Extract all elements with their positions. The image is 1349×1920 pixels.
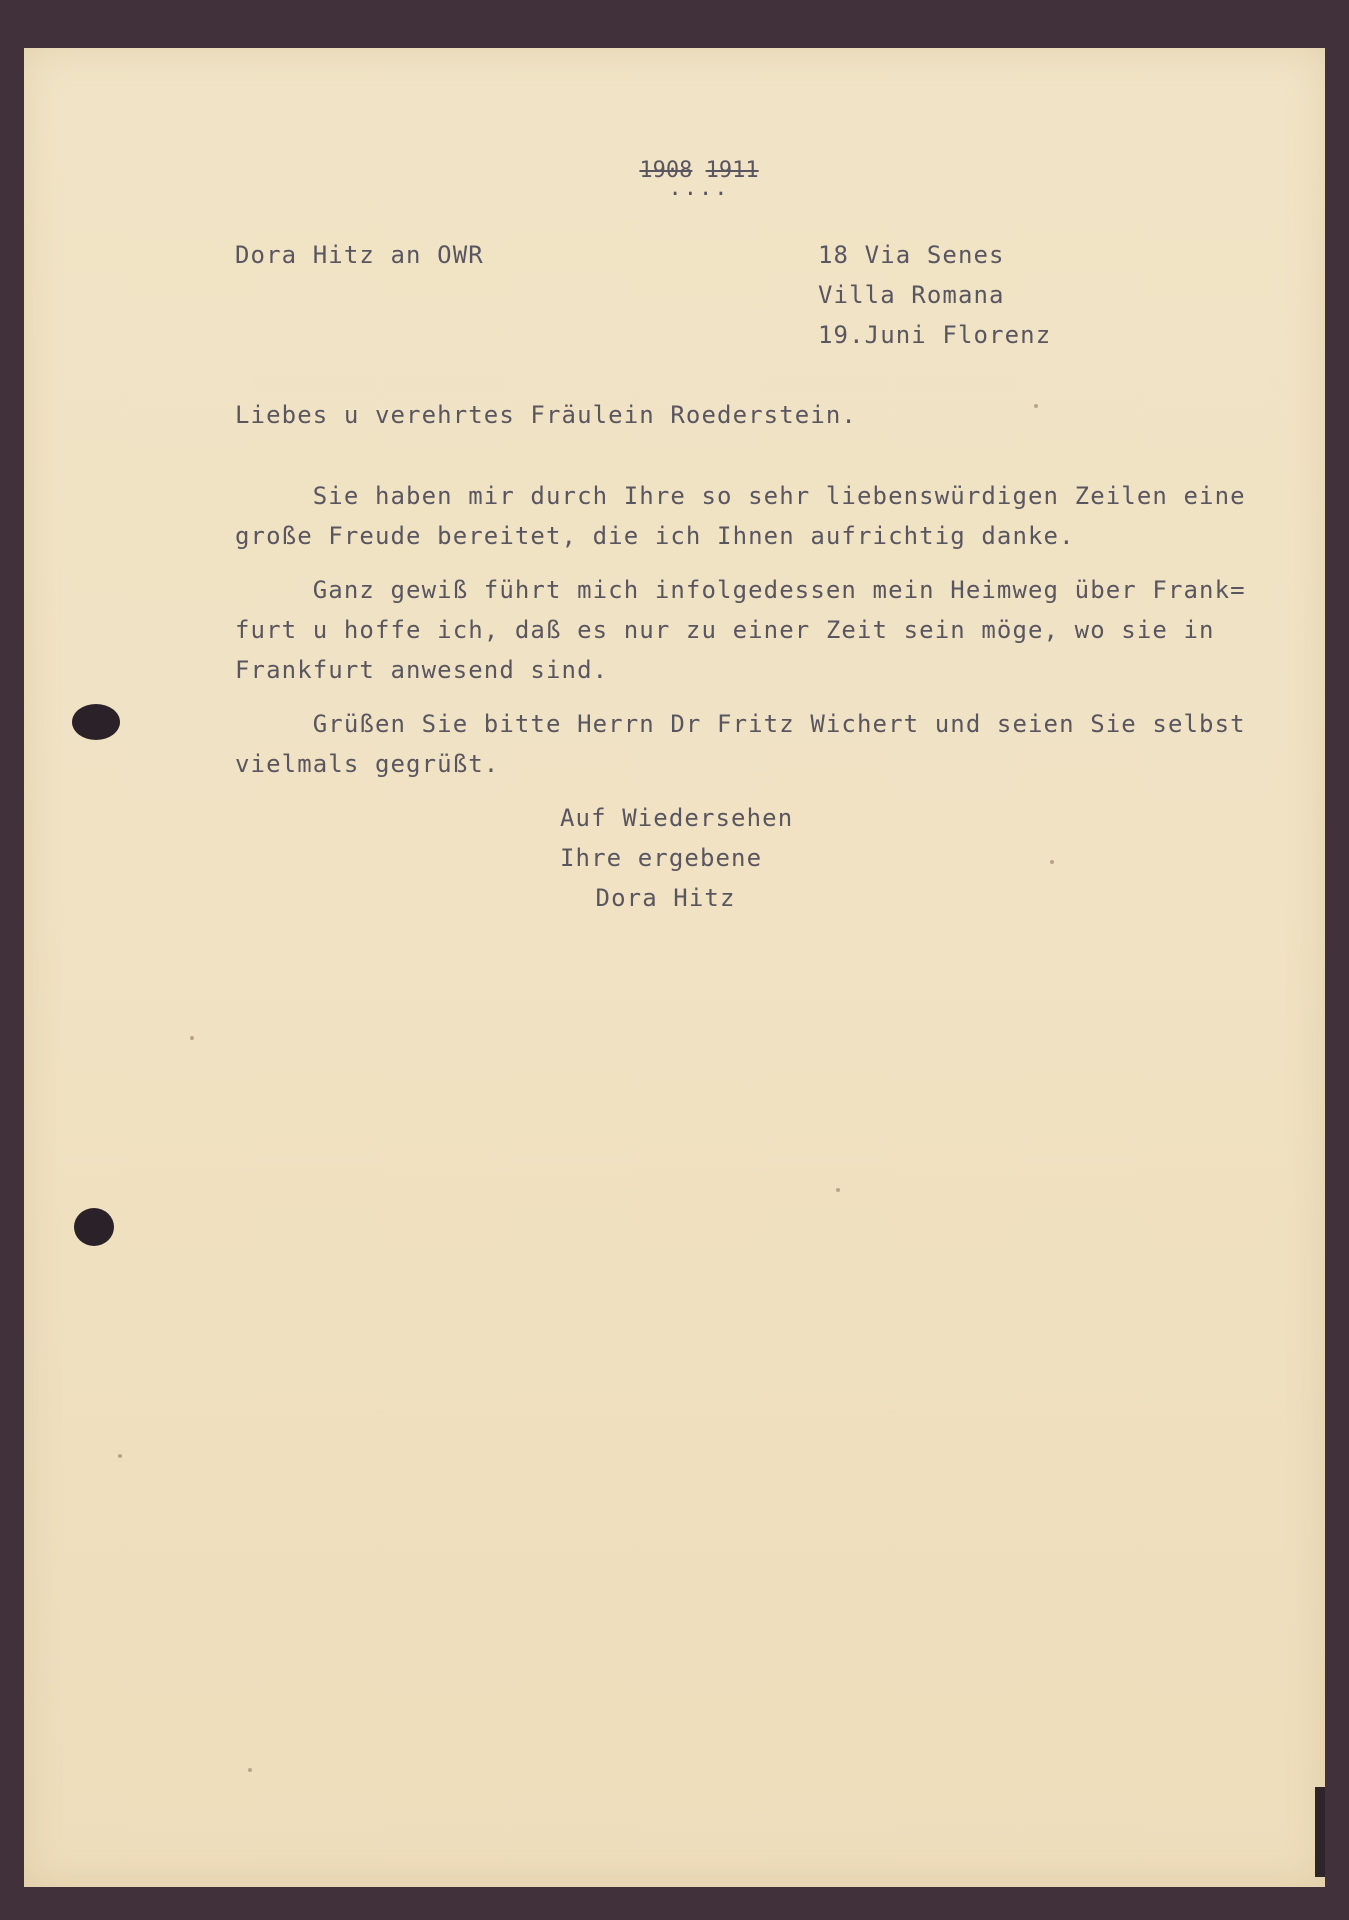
struck-year-1911: 1911: [705, 158, 759, 183]
paper-speck: [1034, 404, 1038, 408]
sender-line: Dora Hitz an OWR: [235, 241, 484, 269]
closing-signature: Dora Hitz: [580, 884, 736, 912]
paragraph-line: Frankfurt anwesend sind.: [235, 656, 609, 684]
punch-hole-top: [72, 704, 120, 740]
paragraph-line: Ganz gewiß führt mich infolgedessen mein Heimweg über Frank=: [235, 576, 1246, 604]
paper-speck: [836, 1188, 840, 1192]
scan-edge-shadow: [1315, 1787, 1325, 1877]
paragraph-line: Grüßen Sie bitte Herrn Dr Fritz Wichert und seien Sie selbst: [235, 710, 1246, 738]
address-street: 18 Via Senes: [818, 241, 1005, 269]
paragraph-line: furt u hoffe ich, daß es nur zu einer Zeit sein möge, wo sie in: [235, 616, 1215, 644]
paper-speck: [248, 1768, 252, 1772]
punch-hole-bottom: [74, 1208, 114, 1246]
paragraph-line: vielmals gegrüßt.: [235, 750, 500, 778]
paragraph-line: Sie haben mir durch Ihre so sehr liebenswürdigen Zeilen eine: [235, 482, 1246, 510]
paper-speck: [118, 1454, 122, 1458]
letter-sheet: [24, 48, 1325, 1887]
struck-year-1908: 1908: [639, 158, 693, 183]
paragraph-line: große Freude bereitet, die ich Ihnen aufrichtig danke.: [235, 522, 1075, 550]
year-dots: ....: [668, 176, 730, 201]
address-villa: Villa Romana: [818, 281, 1005, 309]
salutation: Liebes u verehrtes Fräulein Roederstein.: [235, 401, 857, 429]
paper-speck: [190, 1036, 194, 1040]
closing-regards: Ihre ergebene: [560, 844, 763, 872]
address-date-city: 19.Juni Florenz: [818, 321, 1052, 349]
paper-speck: [1050, 860, 1054, 864]
closing-farewell: Auf Wiedersehen: [560, 804, 794, 832]
